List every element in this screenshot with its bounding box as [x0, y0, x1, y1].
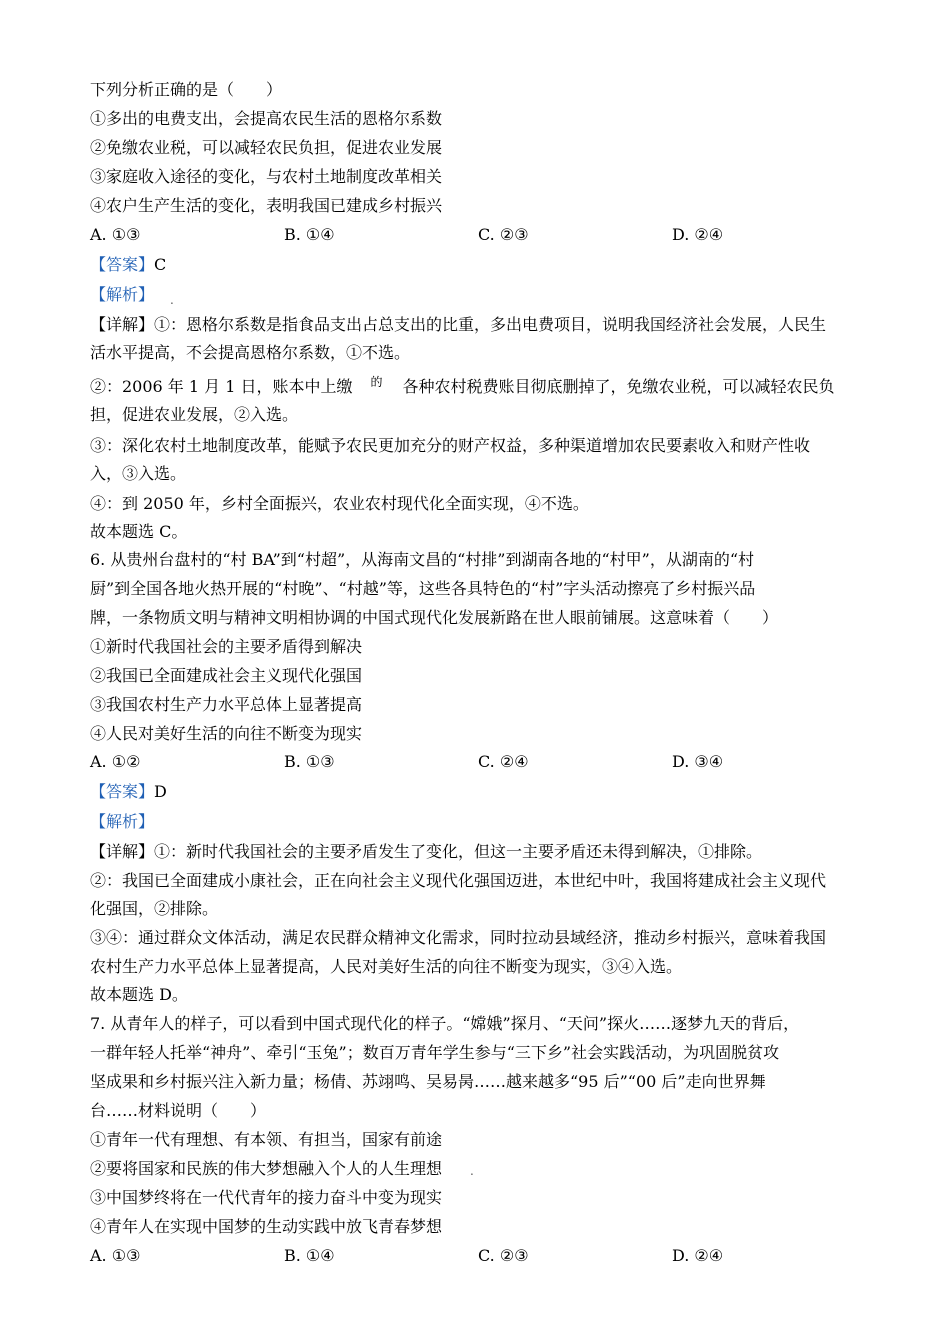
stray-mark: . [170, 293, 174, 307]
detail-2a-right: 各种农村税费账目彻底删掉了，免缴农业税，可以减轻农民负 [402, 377, 835, 396]
stray-mark: . [470, 1164, 474, 1178]
q5-detail-3a: ③：深化农村土地制度改革，能赋予农民更加充分的财产权益，多种渠道增加农民要素收入和财产性收 [90, 436, 811, 455]
q7-stem-3: 坚成果和乡村振兴注入新力量；杨倩、苏翊鸣、吴易昺……越来越多“95 后”“00 后”走向世界舞 [90, 1072, 766, 1091]
q7-item-4: ④青年人在实现中国梦的生动实践中放飞青春梦想 [90, 1217, 443, 1236]
answer-value: D [154, 782, 167, 801]
detail-text: ①：恩格尔系数是指食品支出占总支出的比重，多出电费项目，说明我国经济社会发展，人民生 [154, 315, 827, 334]
q6-detail-2b: 化强国，②排除。 [90, 899, 219, 918]
q5-option-b: B. ①④ [284, 225, 335, 244]
q6-detail-3b: 农村生产力水平总体上显著提高，人民对美好生活的向往不断变为现实，③④入选。 [90, 957, 683, 976]
detail-text: ①：新时代我国社会的主要矛盾发生了变化，但这一主要矛盾还未得到解决，①排除。 [154, 842, 763, 861]
q6-detail-2a: ②：我国已全面建成小康社会，正在向社会主义现代化强国迈进，本世纪中叶，我国将建成社会主义现代 [90, 871, 827, 890]
q7-stem-2: 一群年轻人托举“神舟”、牵引“玉兔”；数百万青年学生参与“三下乡”社会实践活动，为巩固脱贫攻 [90, 1043, 780, 1062]
q5-option-c: C. ②③ [478, 225, 529, 244]
q6-item-3: ③我国农村生产力水平总体上显著提高 [90, 695, 363, 714]
analysis-tag: 【解析】 [90, 812, 155, 831]
q6-detail-1 [90, 842, 762, 862]
q6-option-d: D. ③④ [672, 752, 724, 771]
q7-stem-1: 7. 从青年人的样子，可以看到中国式现代化的样子。“嫦娥”探月、“天问”探火……逐梦九天的背后， [90, 1014, 800, 1033]
q6-stem-3: 牌，一条物质文明与精神文明相协调的中国式现代化发展新路在世人眼前铺展。这意味着（ ） [90, 608, 779, 627]
q5-conclusion: 故本题选 C。 [90, 522, 188, 541]
q6-analysis-tag [90, 812, 154, 832]
q5-option-d: D. ②④ [672, 225, 724, 244]
detail-tag: 【详解】 [90, 315, 155, 334]
q6-item-1: ①新时代我国社会的主要矛盾得到解决 [90, 637, 363, 656]
q5-item-3: ③家庭收入途径的变化，与农村土地制度改革相关 [90, 167, 443, 186]
answer-tag: 【答案】 [90, 255, 155, 274]
q6-stem-2: 厨”到全国各地火热开展的“村晚”、“村越”等，这些各具特色的“村”字头活动擦亮了乡村振兴品 [90, 579, 756, 598]
q7-option-b: B. ①④ [284, 1246, 335, 1265]
q5-analysis-tag [90, 285, 154, 305]
answer-value: C [154, 255, 167, 274]
q5-detail-2a [90, 377, 835, 398]
q6-option-c: C. ②④ [478, 752, 529, 771]
q5-item-4: ④农户生产生活的变化，表明我国已建成乡村振兴 [90, 196, 443, 215]
q5-stem: 下列分析正确的是（ ） [90, 80, 283, 99]
q5-detail-1b: 活水平提高，不会提高恩格尔系数，①不选。 [90, 343, 411, 362]
detail-2a-left: ②：2006 年 1 月 1 日，账本中上缴 [90, 377, 353, 396]
q5-item-2: ②免缴农业税，可以减轻农民负担，促进农业发展 [90, 138, 443, 157]
q5-detail-3b: 入，③入选。 [90, 464, 187, 483]
answer-tag: 【答案】 [90, 782, 155, 801]
q7-option-d: D. ②④ [672, 1246, 724, 1265]
q5-option-a: A. ①③ [90, 225, 141, 244]
q5-item-1: ①多出的电费支出，会提高农民生活的恩格尔系数 [90, 109, 443, 128]
q6-option-a: A. ①② [90, 752, 141, 771]
analysis-tag: 【解析】 [90, 285, 155, 304]
q7-item-2: ②要将国家和民族的伟大梦想融入个人的人生理想 [90, 1159, 443, 1178]
q6-stem-1: 6. 从贵州台盘村的“村 BA”到“村超”，从海南文昌的“村排”到湖南各地的“村甲”，从湖南的“村 [90, 550, 755, 569]
q6-option-b: B. ①③ [284, 752, 335, 771]
q5-detail-2b: 担，促进农业发展，②入选。 [90, 405, 299, 424]
detail-tag: 【详解】 [90, 842, 155, 861]
q7-item-3: ③中国梦终将在一代代青年的接力奋斗中变为现实 [90, 1188, 443, 1207]
q5-answer [90, 255, 166, 275]
q6-answer [90, 782, 167, 802]
q6-detail-3a: ③④：通过群众文体活动，满足农民群众精神文化需求，同时拉动县域经济，推动乡村振兴，意味着我国 [90, 928, 827, 947]
q7-item-1: ①青年一代有理想、有本领、有担当，国家有前途 [90, 1130, 443, 1149]
q6-conclusion: 故本题选 D。 [90, 985, 188, 1004]
q5-detail-1a [90, 315, 826, 335]
q5-detail-4: ④：到 2050 年，乡村全面振兴，农业农村现代化全面实现，④不选。 [90, 494, 589, 513]
q7-stem-4: 台……材料说明（ ） [90, 1101, 267, 1120]
detail-2a-mark: 的 [370, 375, 383, 389]
q7-option-c: C. ②③ [478, 1246, 529, 1265]
q7-option-a: A. ①③ [90, 1246, 141, 1265]
q6-item-4: ④人民对美好生活的向往不断变为现实 [90, 724, 363, 743]
q6-item-2: ②我国已全面建成社会主义现代化强国 [90, 666, 363, 685]
